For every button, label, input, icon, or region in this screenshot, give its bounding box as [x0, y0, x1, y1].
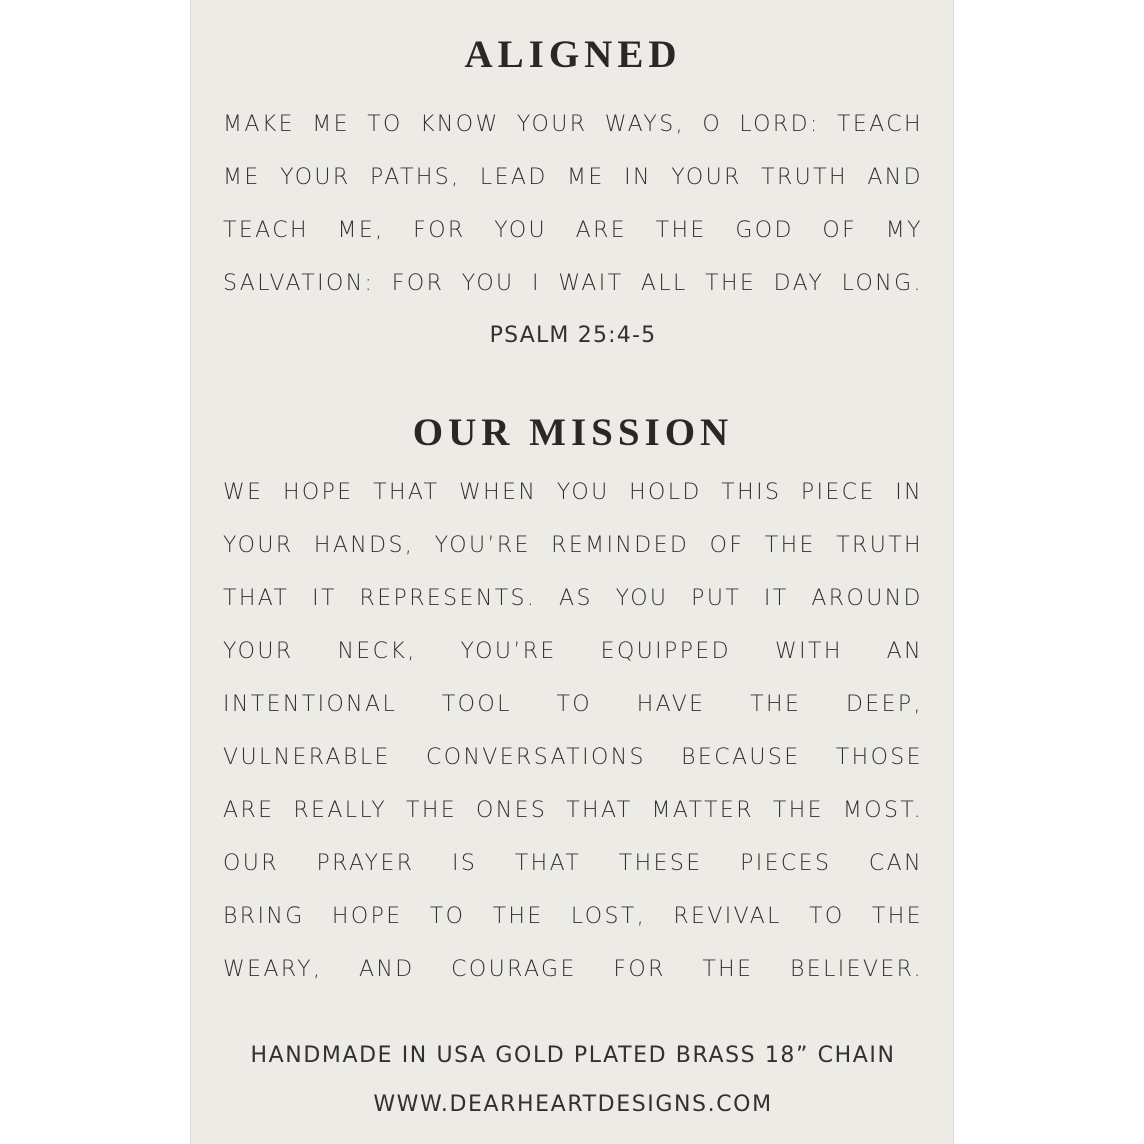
- word: THAT: [373, 480, 440, 505]
- word: WAYS,: [604, 112, 686, 137]
- word: LOST,: [570, 904, 647, 929]
- word: PRAYER: [316, 851, 415, 876]
- word: I: [532, 271, 541, 296]
- word: DEEP,: [845, 692, 923, 717]
- word: TO: [367, 112, 403, 137]
- word: CONVERSATIONS: [425, 745, 646, 770]
- word: MY: [885, 218, 923, 243]
- word: WE: [223, 480, 264, 505]
- word: THE: [702, 957, 754, 982]
- word: FOR: [613, 957, 666, 982]
- mission-title: OUR MISSION: [412, 411, 734, 454]
- word: INTENTIONAL: [223, 692, 398, 717]
- word: IS: [452, 851, 478, 876]
- verse-title: ALIGNED: [464, 33, 682, 76]
- word: HOLD: [629, 480, 702, 505]
- word: YOU’RE: [460, 639, 557, 664]
- word: IN: [624, 165, 652, 190]
- word: YOUR: [671, 165, 742, 190]
- word: KNOW: [420, 112, 500, 137]
- word: LORD:: [739, 112, 820, 137]
- word: REPRESENTS.: [359, 586, 537, 611]
- word: FOR: [413, 218, 466, 243]
- text-line: [223, 572, 923, 625]
- word: HAVE: [636, 692, 706, 717]
- word: HANDS,: [313, 533, 415, 558]
- word: LONG.: [841, 271, 923, 296]
- word: THE: [871, 904, 923, 929]
- word: NECK,: [337, 639, 417, 664]
- text-line: [223, 98, 923, 151]
- text-line: [223, 257, 923, 310]
- text-line: [223, 204, 923, 257]
- text-line: [223, 466, 923, 519]
- word: PATHS,: [369, 165, 461, 190]
- website-link[interactable]: WWW.DEARHEARTDESIGNS.COM: [373, 1092, 773, 1117]
- word: THIS: [721, 480, 782, 505]
- word: AND: [867, 165, 923, 190]
- word: YOU: [494, 218, 548, 243]
- word: YOUR: [280, 165, 351, 190]
- word: THE: [772, 798, 824, 823]
- word: YOU: [615, 586, 669, 611]
- word: COURAGE: [451, 957, 577, 982]
- word: THAT: [566, 798, 633, 823]
- word: PUT: [691, 586, 742, 611]
- text-line: [223, 784, 923, 837]
- word: THE: [405, 798, 458, 823]
- word: OUR: [223, 851, 279, 876]
- word: WEARY,: [223, 957, 323, 982]
- text-line: [223, 890, 923, 943]
- word: WITH: [774, 639, 843, 664]
- word: HOPE: [282, 480, 354, 505]
- word: GOD: [735, 218, 794, 243]
- word: ONES: [476, 798, 548, 823]
- word: TEACH: [837, 112, 923, 137]
- word: THE: [764, 533, 816, 558]
- word: ALL: [640, 271, 688, 296]
- word: ME: [223, 165, 261, 190]
- word: PIECE: [800, 480, 876, 505]
- word: MOST.: [842, 798, 923, 823]
- word: TRUTH: [761, 165, 848, 190]
- text-line: [223, 678, 923, 731]
- text-line: [223, 943, 923, 996]
- word: MATTER: [651, 798, 754, 823]
- word: ME,: [337, 218, 385, 243]
- word: O: [702, 112, 723, 137]
- word: THOSE: [835, 745, 923, 770]
- word: THE: [705, 271, 757, 296]
- word: ARE: [575, 218, 628, 243]
- word: TO: [429, 904, 466, 929]
- word: WHEN: [458, 480, 538, 505]
- product-card: [190, 0, 954, 1144]
- word: FOR: [391, 271, 445, 296]
- word: IT: [763, 586, 789, 611]
- word: THESE: [618, 851, 703, 876]
- word: IT: [312, 586, 337, 611]
- product-info: HANDMADE IN USA GOLD PLATED BRASS 18” CHAIN: [250, 1043, 896, 1068]
- word: ARE: [223, 798, 275, 823]
- word: WAIT: [558, 271, 624, 296]
- word: BELIEVER.: [789, 957, 923, 982]
- word: LEAD: [479, 165, 548, 190]
- word: YOU: [461, 271, 515, 296]
- verse-reference: PSALM 25:4-5: [489, 323, 657, 348]
- word: HOPE: [331, 904, 403, 929]
- word: CAN: [868, 851, 923, 876]
- word: THAT: [514, 851, 582, 876]
- word: OF: [822, 218, 858, 243]
- verse-text: [223, 98, 923, 310]
- word: ME: [312, 112, 350, 137]
- word: THE: [492, 904, 544, 929]
- word: REALLY: [293, 798, 388, 823]
- word: THE: [750, 692, 802, 717]
- text-line: [223, 151, 923, 204]
- word: YOU: [556, 480, 610, 505]
- word: IN: [895, 480, 923, 505]
- word: REVIVAL: [673, 904, 782, 929]
- text-line: [223, 731, 923, 784]
- word: AROUND: [811, 586, 923, 611]
- word: AN: [886, 639, 923, 664]
- word: VULNERABLE: [223, 745, 391, 770]
- word: PIECES: [740, 851, 832, 876]
- word: TO: [809, 904, 845, 929]
- word: ME: [567, 165, 605, 190]
- word: YOUR: [223, 533, 294, 558]
- word: THAT: [223, 586, 290, 611]
- word: BRING: [223, 904, 305, 929]
- word: YOU’RE: [434, 533, 531, 558]
- word: SALVATION:: [223, 271, 375, 296]
- word: EQUIPPED: [600, 639, 732, 664]
- text-line: [223, 837, 923, 890]
- word: TOOL: [441, 692, 512, 717]
- word: TRUTH: [836, 533, 923, 558]
- mission-text: [223, 466, 923, 996]
- word: AND: [358, 957, 415, 982]
- word: REMINDED: [551, 533, 690, 558]
- text-line: [223, 625, 923, 678]
- word: AS: [559, 586, 593, 611]
- word: YOUR: [516, 112, 588, 137]
- word: THE: [655, 218, 707, 243]
- word: TO: [556, 692, 593, 717]
- word: TEACH: [223, 218, 309, 243]
- text-line: [223, 519, 923, 572]
- word: OF: [709, 533, 745, 558]
- word: YOUR: [223, 639, 294, 664]
- word: BECAUSE: [681, 745, 801, 770]
- word: DAY: [773, 271, 825, 296]
- word: MAKE: [223, 112, 295, 137]
